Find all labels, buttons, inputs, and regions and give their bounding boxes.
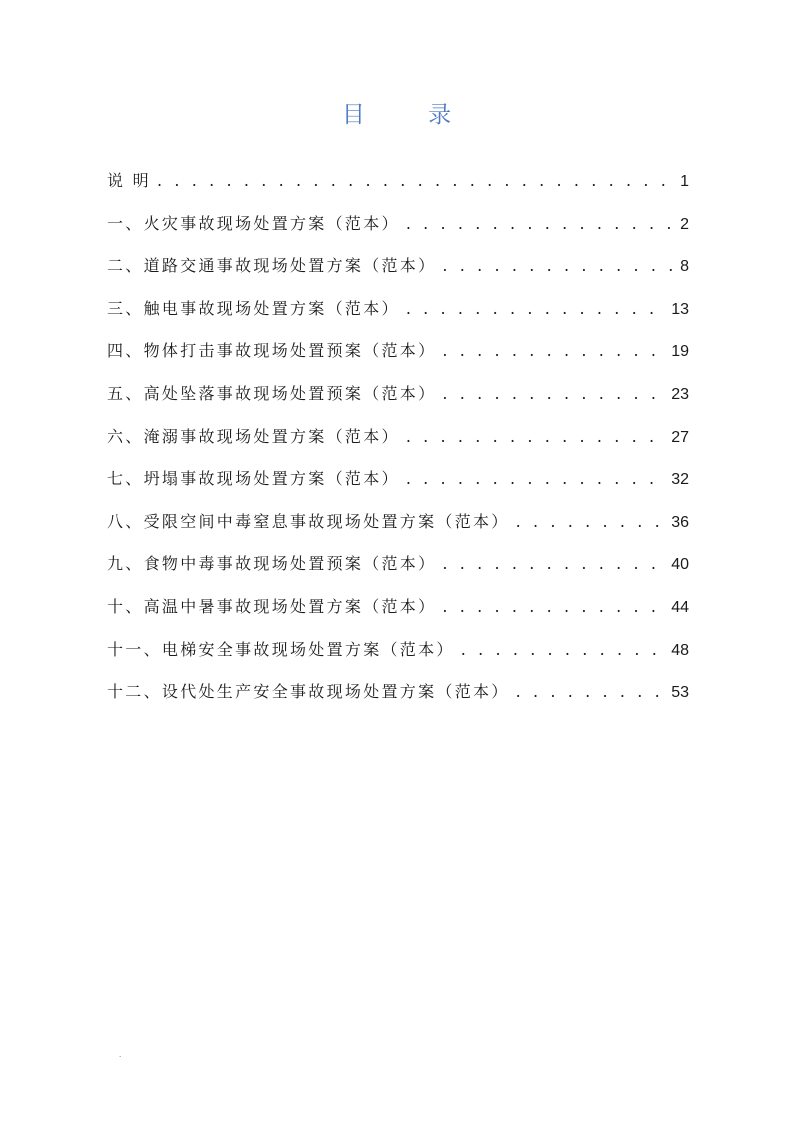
toc-entry-page: 8 xyxy=(680,258,689,276)
toc-leader-dots xyxy=(406,416,665,459)
toc-entry-page: 1 xyxy=(680,173,689,190)
toc-entry[interactable] xyxy=(107,501,689,544)
toc-entry-title: 七、坍塌事故现场处置方案（范本） xyxy=(107,469,400,489)
toc-entry-page: 2 xyxy=(680,215,689,233)
toc-entry[interactable] xyxy=(107,160,689,203)
toc-entry-title: 十一、电梯安全事故现场处置方案（范本） xyxy=(107,639,455,659)
toc-entry-title: 十二、设代处生产安全事故现场处置方案（范本） xyxy=(107,682,510,702)
toc-entry-page: 40 xyxy=(671,556,689,574)
toc-entry-title: 八、受限空间中毒窒息事故现场处置方案（范本） xyxy=(107,511,510,531)
toc-entry[interactable] xyxy=(107,629,689,672)
toc-entry-page: 19 xyxy=(671,343,689,361)
toc-entry-page: 36 xyxy=(671,513,689,531)
toc-entry-title: 说 明 xyxy=(107,171,151,190)
toc-entry[interactable] xyxy=(107,586,689,629)
table-of-contents xyxy=(107,160,689,714)
toc-entry[interactable] xyxy=(107,416,689,459)
toc-entry[interactable] xyxy=(107,245,689,288)
toc-leader-dots xyxy=(442,245,673,288)
toc-leader-dots xyxy=(516,501,666,544)
footer-mark: . xyxy=(119,1050,122,1059)
toc-leader-dots xyxy=(442,586,665,629)
toc-entry-page: 48 xyxy=(671,641,689,659)
toc-leader-dots xyxy=(406,458,665,501)
toc-entry-title: 五、高处坠落事故现场处置预案（范本） xyxy=(107,383,437,403)
toc-leader-dots xyxy=(442,543,665,586)
toc-entry[interactable] xyxy=(107,203,689,246)
toc-entry-title: 三、触电事故现场处置方案（范本） xyxy=(107,298,400,318)
toc-entry-title: 九、食物中毒事故现场处置预案（范本） xyxy=(107,554,437,574)
toc-entry-title: 一、火灾事故现场处置方案（范本） xyxy=(107,213,400,233)
toc-entry[interactable] xyxy=(107,671,689,714)
toc-leader-dots xyxy=(461,629,666,672)
toc-leader-dots xyxy=(442,330,665,373)
toc-entry-page: 13 xyxy=(671,300,689,318)
toc-entry-title: 六、淹溺事故现场处置方案（范本） xyxy=(107,426,400,446)
toc-entry-title: 二、道路交通事故现场处置方案（范本） xyxy=(107,256,437,276)
toc-entry-title: 四、物体打击事故现场处置预案（范本） xyxy=(107,341,437,361)
toc-entry-page: 27 xyxy=(671,428,689,446)
toc-entry[interactable] xyxy=(107,458,689,501)
toc-entry-title: 十、高温中暑事故现场处置方案（范本） xyxy=(107,596,437,616)
toc-entry[interactable] xyxy=(107,373,689,416)
toc-entry[interactable] xyxy=(107,330,689,373)
toc-entry-page: 53 xyxy=(671,684,689,702)
toc-leader-dots xyxy=(406,288,665,331)
toc-entry[interactable] xyxy=(107,543,689,586)
toc-entry[interactable] xyxy=(107,288,689,331)
toc-leader-dots xyxy=(516,671,666,714)
toc-entry-page: 32 xyxy=(671,471,689,489)
toc-leader-dots xyxy=(442,373,665,416)
toc-leader-dots xyxy=(157,160,673,203)
toc-entry-page: 23 xyxy=(671,385,689,403)
toc-leader-dots xyxy=(406,203,673,246)
toc-entry-page: 44 xyxy=(671,598,689,616)
toc-title: 目 录 xyxy=(341,102,480,128)
